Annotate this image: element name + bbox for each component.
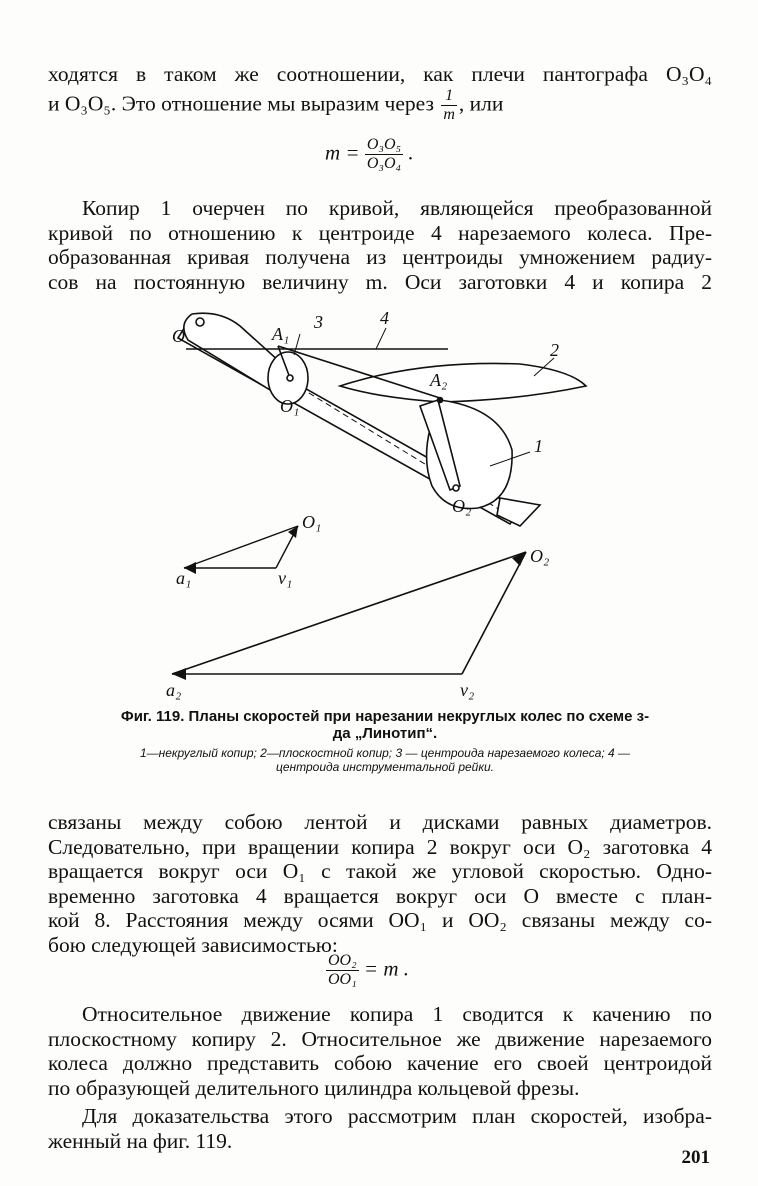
label-v-v1: v₁	[278, 568, 293, 588]
leader-4	[376, 328, 386, 349]
paragraph-1	[48, 62, 712, 123]
caption-legend: 1—некруглый копир; 2—плоскостной копир; 3 — центроида нарезаемого колеса; 4 — центроида инструментальной рейки.	[139, 746, 631, 774]
fraction-numerator: 1	[441, 87, 457, 106]
text-line: бою следующей зависимостью:	[48, 932, 338, 957]
flat-copier	[340, 363, 586, 402]
formula-rhs: = m .	[363, 956, 410, 981]
bar-end-tab	[497, 498, 540, 526]
formula-lhs: m =	[325, 140, 360, 165]
text-line: кой 8. Расстояния между осями OO₁ и OO₂ связаны между со-	[48, 908, 712, 933]
text-line: кривой по отношению к центроиде 4 нарезаемого колеса. Пре-	[48, 220, 712, 245]
label-O: O	[172, 326, 185, 346]
text-line: Относительное движение копира 1 сводится к качению по	[82, 1002, 712, 1026]
velocity-O1-a1	[184, 526, 298, 568]
contact-a2	[438, 398, 443, 403]
label-A1: A₁	[272, 324, 290, 344]
text-line: образованная кривая получена из центроиды умножением радиу-	[48, 245, 712, 270]
text-tail: , или	[458, 91, 504, 116]
paragraph-4	[48, 1002, 712, 1100]
text-line: сов на постоянную величину m. Оси заготовки 4 и копира 2	[48, 269, 712, 294]
label-1: 1	[534, 436, 543, 456]
page-number: 201	[681, 1147, 710, 1168]
text-line: по образующей делительного цилиндра кольцевой фрезы.	[48, 1075, 580, 1100]
fraction-numerator: O₃O₅	[366, 136, 402, 153]
paragraph-3	[48, 810, 712, 958]
label-v-a1: a₁	[176, 568, 192, 588]
label-2: 2	[550, 340, 559, 360]
paragraph-5	[48, 1104, 712, 1153]
text-line: женный на фиг. 119.	[48, 1128, 233, 1153]
figure-caption	[120, 708, 650, 774]
label-4: 4	[380, 308, 389, 328]
formula-m-ratio	[325, 136, 414, 173]
formula-end: .	[408, 140, 414, 165]
text-line: временно заготовка 4 вращается вокруг оси O вместе с план-	[48, 883, 712, 908]
label-O1: O₁	[280, 396, 300, 416]
label-v-O1: O₁	[302, 512, 322, 532]
velocity-O2-a2	[172, 552, 526, 674]
label-3: 3	[314, 312, 323, 332]
label-v-v2: v₂	[460, 680, 475, 700]
caption-title: Фиг. 119. Планы скоростей при нарезании некруглых колес по схеме з-да „Линотип“.	[120, 708, 650, 742]
fraction-denominator: OO₁	[328, 971, 357, 988]
text-line: ходятся в таком же соотношении, как плечи пантографа O₃O₄	[48, 62, 712, 86]
fraction-denominator: m	[443, 105, 455, 123]
text-line: Для доказательства этого рассмотрим план скоростей, изобра-	[82, 1104, 712, 1128]
text-line: и O₃O₅. Это отношение мы выразим через	[48, 91, 434, 116]
text-line: вращается вокруг оси O₁ с такой же угловой скоростью. Одно-	[48, 859, 712, 884]
paragraph-2	[48, 196, 712, 294]
pivot-o1	[287, 375, 293, 381]
label-A2: A₂	[430, 370, 448, 390]
text-line: плоскостному копиру 2. Относительное же движение нарезаемого	[48, 1026, 712, 1051]
fraction-one-over-m	[441, 87, 457, 124]
text-line: колеса должно представить собою качение его своей центроидой	[48, 1051, 712, 1076]
label-O2: O₂	[452, 496, 472, 516]
figure-119	[0, 300, 758, 720]
formula-oo-ratio	[326, 952, 409, 989]
pivot-o	[196, 318, 204, 326]
label-v-O2: O₂	[530, 546, 550, 566]
arrowhead-a2	[172, 668, 186, 680]
label-v-a2: a₂	[166, 680, 182, 700]
text-line: Следовательно, при вращении копира 2 вокруг оси O₂ заготовка 4	[48, 834, 712, 859]
fraction-numerator: OO₂	[328, 952, 357, 969]
pivot-o2	[453, 485, 459, 491]
text-line: связаны между собою лентой и дисками равных диаметров.	[48, 810, 712, 834]
text-line: Копир 1 очерчен по кривой, являющейся преобразованной	[82, 196, 712, 220]
fraction-denominator: O₃O₄	[366, 155, 402, 172]
